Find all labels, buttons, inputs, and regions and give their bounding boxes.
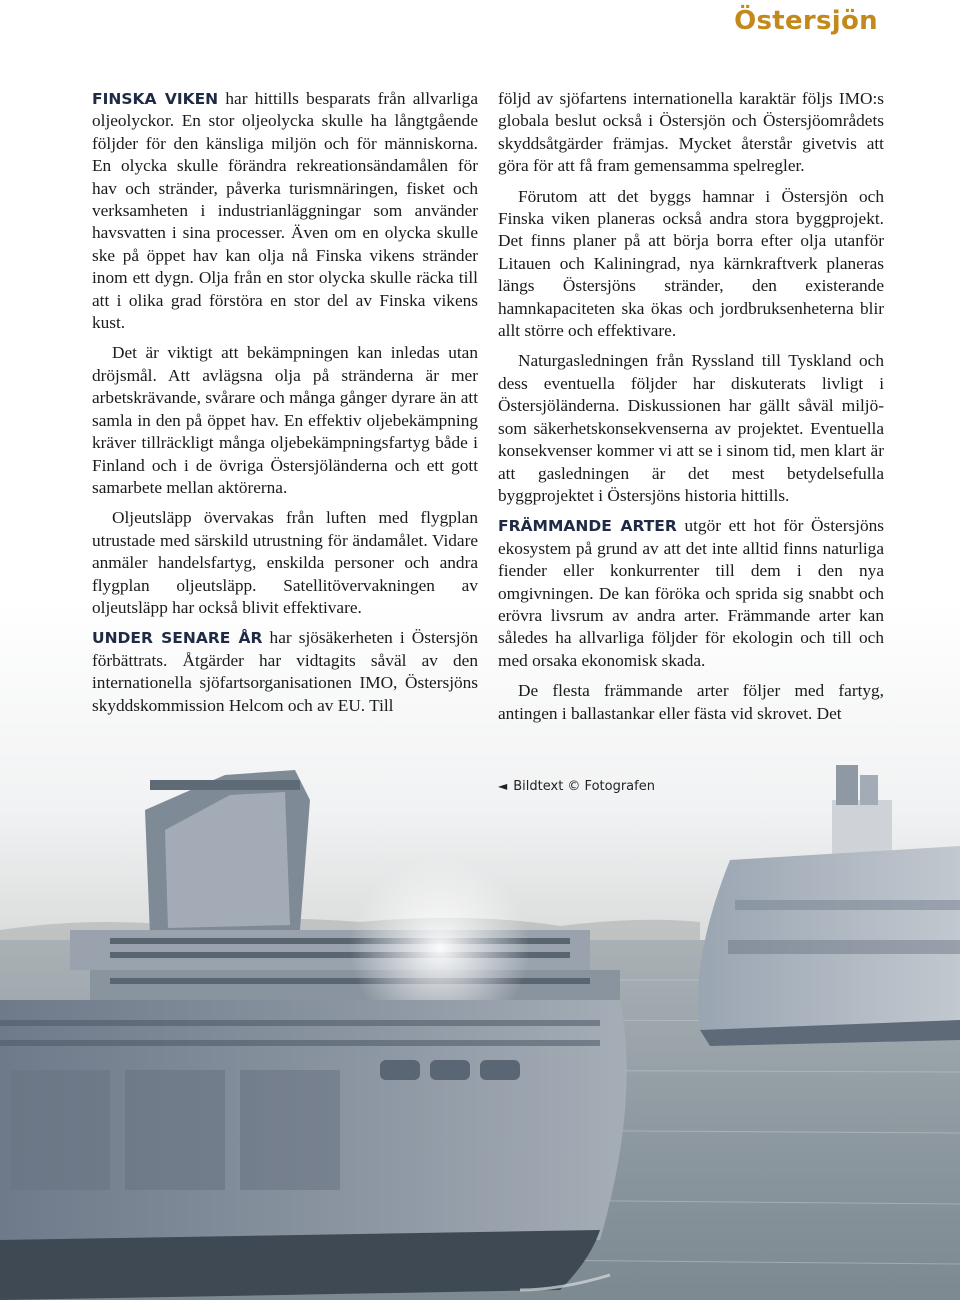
paragraph-finska-viken (92, 88, 478, 334)
paragraph-imo: följd av sjöfartens internationella karaktär följs IMO:s globala beslut också i Östersjön och Östersjöområdets skyddsåtgärder främjas. Mycket återstår givetvis att göra för att få fram gemensamma spelregler. (498, 89, 884, 176)
section-title: Östersjön (734, 6, 878, 36)
paragraph-text: har sjösäkerheten i Östersjön förbättrats. Åtgärder har vidtagits såväl av den internationella sjöfartsorganisationen IMO, Östersjöns skyddskommission Helcom och av EU. Till (92, 628, 478, 715)
lead-finska-viken: FINSKA VIKEN (92, 90, 219, 108)
paragraph-fartyg: De flesta främmande arter följer med fartyg, antingen i ballastankar eller fästa vid skrovet. Det (498, 681, 884, 723)
paragraph-frammande-arter (498, 515, 884, 672)
paragraph-oljeutslapp: Oljeutsläpp övervakas från luften med flygplan utrustade med särskild utrustning för ändamålet. Vidare anmäler handelsfartyg, enskilda personer och andra flygplan oljeutsläpp. Satellitövervakningen av oljeutsläpp har också blivit effektivare. (92, 508, 478, 617)
left-column (92, 88, 478, 725)
photo-caption (498, 779, 655, 794)
paragraph-text: har hittills besparats från allvarliga oljeolyckor. En stor oljeolycka skulle ha långtgående följder för den känsliga miljön och för människorna. En olycka skulle förändra rekreationsändamålen för hav och stränder, påverka turismnäringen, fisket och verksamheten i industrianläggningar som använder havsvatten i sina processer. Även om en olycka skulle ske på öppet hav kan olja nå Finska vikens stränder inom ett dygn. Olja från en stor olycka skulle räcka till att i olika grad förstöra en stor del av Finska vikens kust. (92, 89, 478, 333)
caption-arrow-icon: ◄ (498, 779, 508, 793)
lead-under-senare-ar: UNDER SENARE ÅR (92, 629, 263, 648)
caption-text: Bildtext © Fotografen (513, 779, 655, 794)
paragraph-naturgasledningen: Naturgasledningen från Ryssland till Tyskland och dess eventuella följder har diskuterats livligt i Östersjöländerna. Diskussionen har gällt såväl miljö- som säkerhetskonsekvenserna av projektet. Eventuella konsekvenser kommer vi att se i sinom tid, men klart är att gasledningen är det mest betydelsefulla byggprojektet i Östersjöns historia hittills. (498, 351, 884, 505)
lead-frammande-arter: FRÄMMANDE ARTER (498, 517, 677, 536)
paragraph-under-senare-ar (92, 627, 478, 717)
right-column (498, 88, 884, 733)
paragraph-bekampning: Det är viktigt att bekämpningen kan inledas utan dröjsmål. Att avlägsna olja på stränderna är mer arbetskrävande, svårare och många gånger dyrare än att samla in den på öppet hav. En effektiv oljebekämpning kräver tillräckligt många oljebekämpningsfartyg både i Finland och i de övriga Östersjöländerna och ett gott samarbete mellan aktörerna. (92, 343, 478, 497)
paragraph-byggprojekt: Förutom att det byggs hamnar i Östersjön och Finska viken planeras också andra stora byggprojekt. Det finns planer på att börja borra efter olja utanför Litauen och Kaliningrad, nya kärnkraftverk planeras längs Östersjöns stränder, den existerande hamnkapaciteten ska ökas och jordbruksenheterna blir allt större och effektivare. (498, 186, 884, 341)
paragraph-text: utgör ett hot för Östersjöns ekosystem på grund av att det inte alltid finns naturliga fiender eller konkurrenter till dem i den nya omgivningen. De kan föröka och sprida sig snabbt och erövra livsrum av andra arter. Främmande arter kan således ha allvarliga följder för ekologin och till och med orsaka ekonomisk skada. (498, 516, 884, 670)
